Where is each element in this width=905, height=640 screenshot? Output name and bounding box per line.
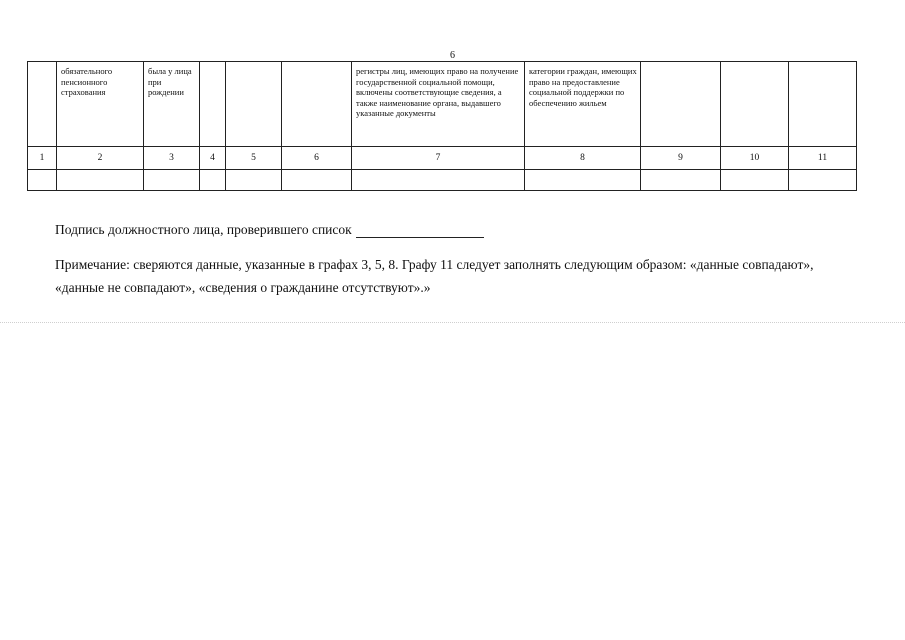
column-number: 4 [200,147,226,170]
empty-cell [282,170,352,191]
signature-blank [356,223,484,238]
column-number: 8 [525,147,641,170]
empty-cell [641,170,721,191]
column-number: 9 [641,147,721,170]
header-cell-6 [282,62,352,147]
table-header-row [28,62,857,147]
header-cell-8: категории граждан, имеющих право на предоставление социальной поддержки по обеспечению жильем [525,62,641,147]
header-cell-4 [200,62,226,147]
column-number: 6 [282,147,352,170]
header-cell-9 [641,62,721,147]
empty-cell [789,170,857,191]
empty-cell [28,170,57,191]
header-cell-3: была у лица при рождении [144,62,200,147]
column-number-row [28,147,857,170]
column-number: 5 [226,147,282,170]
empty-cell [200,170,226,191]
header-cell-10 [721,62,789,147]
column-number: 7 [352,147,525,170]
signature-line [55,222,484,238]
column-number: 10 [721,147,789,170]
note-paragraph: Примечание: сверяются данные, указанные в графах 3, 5, 8. Графу 11 следует заполнять следующим образом: «данные совпадают», «данные не совпадают», «сведения о гражданине отсутствуют».» [55,257,814,295]
scan-dots [0,322,905,325]
empty-cell [57,170,144,191]
header-cell-11 [789,62,857,147]
header-cell-5 [226,62,282,147]
column-number: 1 [28,147,57,170]
data-table [27,61,857,191]
page-number: 6 [450,50,455,61]
header-cell-7: регистры лиц, имеющих право на получение государственной социальной помощи, включены соответствующие сведения, а также наименование органа, выдавшего указанные документы [352,62,525,147]
signature-label: Подпись должностного лица, проверившего список [55,222,352,237]
empty-cell [525,170,641,191]
header-cell-2: обязательного пенсионного страхования [57,62,144,147]
column-number: 3 [144,147,200,170]
column-number: 2 [57,147,144,170]
empty-cell [144,170,200,191]
empty-cell [226,170,282,191]
empty-cell [721,170,789,191]
header-cell-1 [28,62,57,147]
empty-cell [352,170,525,191]
empty-data-row [28,170,857,191]
column-number: 11 [789,147,857,170]
